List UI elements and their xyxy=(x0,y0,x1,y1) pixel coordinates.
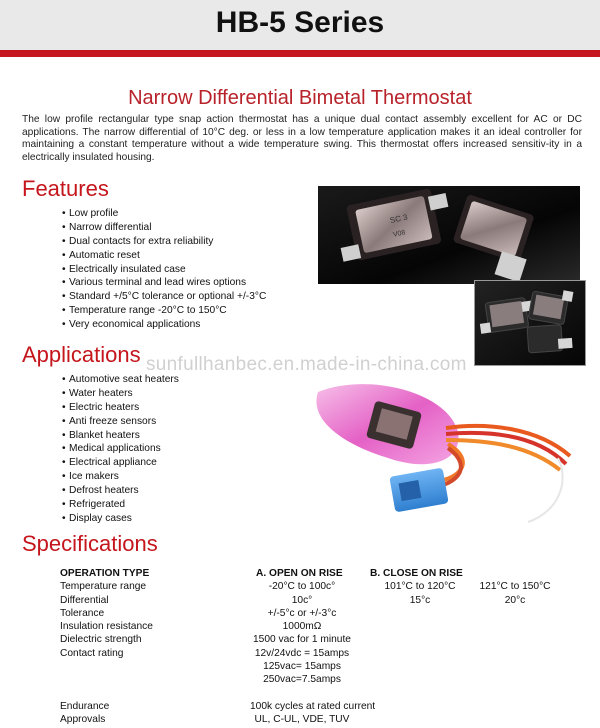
table-row xyxy=(60,700,580,713)
table-row xyxy=(60,687,580,700)
list-item: • Anti freeze sensors xyxy=(62,415,179,429)
table-row xyxy=(60,607,580,620)
close-value-1: 15°c xyxy=(409,594,431,606)
table-row xyxy=(60,647,580,660)
open-value: 125vac= 15amps xyxy=(263,661,341,673)
row-label: Insulation resistance xyxy=(60,621,153,633)
close-value-2: 121°C to 150°C xyxy=(479,581,551,593)
open-value: 12v/24vdc = 15amps xyxy=(254,647,350,659)
list-item: • Various terminal and lead wires options xyxy=(62,276,266,290)
row-label: Differential xyxy=(60,594,109,606)
applications-heading: Applications xyxy=(22,342,141,367)
close-value-1: 101°C to 120°C xyxy=(384,581,456,593)
specifications-table xyxy=(60,567,580,727)
specifications-heading: Specifications xyxy=(22,531,158,556)
list-item: • Medical applications xyxy=(62,442,179,456)
photo-label: V08 xyxy=(392,229,407,239)
table-row xyxy=(60,594,580,607)
list-item: • Very economical applications xyxy=(62,318,266,332)
list-item: • Electric heaters xyxy=(62,401,179,415)
applications-list xyxy=(62,373,179,526)
intro-paragraph: The low profile rectangular type snap action thermostat has a unique dual contact assembly excellent for AC or DC applications. The narrow differential of 10°C deg. or less in a low temperature application makes it an ideal controller for maintaining a constant temperature without a wide temperature swing. This thermostat offers increased sensitiv-ity in a electrically insulated housing. xyxy=(22,114,582,163)
row-label: Contact rating xyxy=(60,647,124,659)
open-value: 1500 vac for 1 minute xyxy=(253,634,351,646)
open-value: 100k cycles at rated current xyxy=(250,700,376,712)
list-item: • Display cases xyxy=(62,512,179,526)
list-item: • Low profile xyxy=(62,207,266,221)
header-open-on-rise: A. OPEN ON RISE xyxy=(256,568,343,579)
open-value: 1000mΩ xyxy=(282,621,322,633)
list-item: • Water heaters xyxy=(62,387,179,401)
header-operation-type: OPERATION TYPE xyxy=(60,568,150,579)
open-value: -20°C to 100c° xyxy=(268,581,336,593)
table-row xyxy=(60,713,580,726)
list-item: • Electrically insulated case xyxy=(62,263,266,277)
product-subtitle: Narrow Differential Bimetal Thermostat xyxy=(128,87,472,109)
table-row xyxy=(60,633,580,646)
thermostat-photo-small xyxy=(474,280,586,366)
features-list xyxy=(62,207,266,332)
close-value-2: 20°c xyxy=(504,594,526,606)
list-item: • Refrigerated xyxy=(62,498,179,512)
table-row xyxy=(60,580,580,593)
title-bar xyxy=(0,0,600,50)
list-item: • Ice makers xyxy=(62,470,179,484)
list-item: • Automotive seat heaters xyxy=(62,373,179,387)
list-item: • Defrost heaters xyxy=(62,484,179,498)
title-underline xyxy=(0,50,600,57)
header-close-on-rise: B. CLOSE ON RISE xyxy=(370,568,463,579)
table-row xyxy=(60,660,580,673)
row-label: Approvals xyxy=(60,714,106,726)
list-item: • Temperature range -20°C to 150°C xyxy=(62,304,266,318)
page-title: HB-5 Series xyxy=(215,6,385,39)
table-row xyxy=(60,673,580,686)
row-label: Tolerance xyxy=(60,607,105,619)
open-value: UL, C-UL, VDE, TUV xyxy=(254,714,350,726)
open-value: 10c° xyxy=(291,594,313,606)
list-item: • Dual contacts for extra reliability xyxy=(62,235,266,249)
row-label: Dielectric strength xyxy=(60,634,142,646)
list-item: • Automatic reset xyxy=(62,249,266,263)
list-item: • Standard +/5°C tolerance or optional +/-3°C xyxy=(62,290,266,304)
thermostat-photo-top xyxy=(318,186,580,284)
list-item: • Blanket heaters xyxy=(62,429,179,443)
open-value: 250vac=7.5amps xyxy=(263,674,341,686)
row-label: Temperature range xyxy=(60,581,147,593)
open-value: +/-5°c or +/-3°c xyxy=(267,607,337,619)
table-header-row xyxy=(60,567,580,580)
list-item: • Electrical appliance xyxy=(62,456,179,470)
photo-label: SC 3 xyxy=(389,212,409,226)
sensor-photo xyxy=(308,372,584,528)
list-item: • Narrow differential xyxy=(62,221,266,235)
table-row xyxy=(60,620,580,633)
features-heading: Features xyxy=(22,176,109,201)
row-label: Endurance xyxy=(60,700,110,712)
watermark: sunfullhanbec.en.made-in-china.com xyxy=(146,354,467,375)
